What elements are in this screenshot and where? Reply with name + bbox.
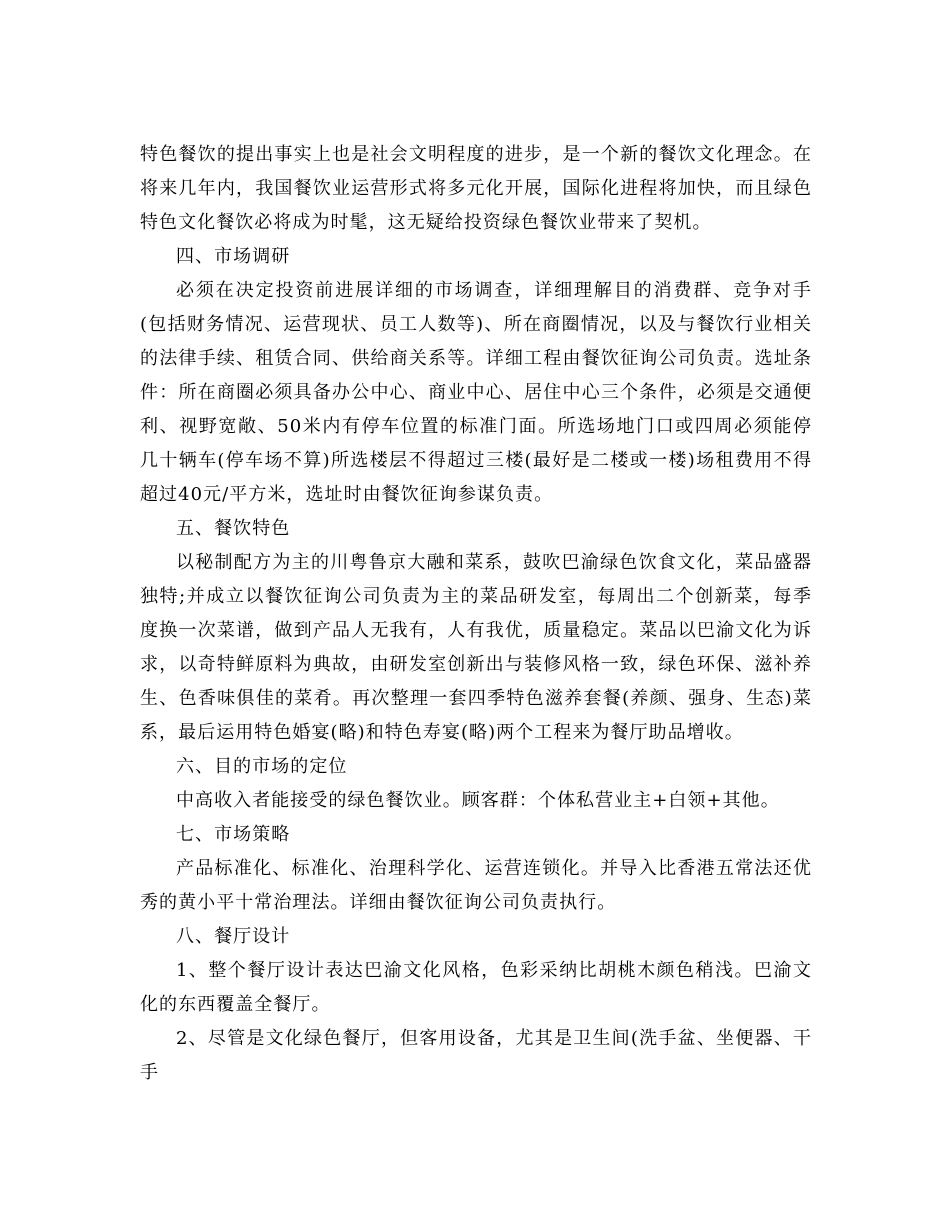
section-heading-market-research: 四、市场调研 [176,246,291,267]
catering-features-paragraph: 以秘制配方为主的川粤鲁京大融和菜系，鼓吹巴渝绿色饮食文化，菜品盛器独特;并成立以餐饮征询公司负责为主的菜品研发室，每周出二个创新菜，每季度换一次菜谱，做到产品人无我有，人有我优，质量稳定。菜品以巴渝文化为诉求，以奇特鲜原料为典故，由研发室创新出与装修风格一致，绿色环保、滋补养生、色香味俱佳的菜肴。再次整理一套四季特色滋养套餐(养颜、强身、生态)菜系，最后运用特色婚宴(略)和特色寿宴(略)两个工程来为餐厅助品增收。 [140,552,812,743]
design-item-1-paragraph: 1、整个餐厅设计表达巴渝文化风格，色彩采纳比胡桃木颜色稍浅。巴渝文化的东西覆盖全餐厅。 [140,960,812,1015]
document-page [140,138,812,1090]
section-heading-target-market: 六、目的市场的定位 [176,756,348,777]
market-strategy-paragraph: 产品标准化、标准化、治理科学化、运营连锁化。并导入比香港五常法还优秀的黄小平十常治理法。详细由餐饮征询公司负责执行。 [140,858,812,913]
design-item-2-paragraph: 2、尽管是文化绿色餐厅，但客用设备，尤其是卫生间(洗手盆、坐便器、干手 [140,1028,812,1083]
target-market-paragraph: 中高收入者能接受的绿色餐饮业。顾客群：个体私营业主+白领+其他。 [176,790,780,811]
section-heading-restaurant-design: 八、餐厅设计 [176,926,291,947]
section-heading-catering-features: 五、餐饮特色 [176,518,291,539]
section-heading-market-strategy: 七、市场策略 [176,824,291,845]
market-research-paragraph: 必须在决定投资前进展详细的市场调查，详细理解目的消费群、竞争对手(包括财务情况、运营现状、员工人数等)、所在商圈情况，以及与餐饮行业相关的法律手续、租赁合同、供给商关系等。详细工程由餐饮征询公司负责。选址条件：所在商圈必须具备办公中心、商业中心、居住中心三个条件，必须是交通便利、视野宽敞、50米内有停车位置的标准门面。所选场地门口或四周必须能停几十辆车(停车场不算)所选楼层不得超过三楼(最好是二楼或一楼)场租费用不得超过40元/平方米，选址时由餐饮征询参谋负责。 [140,280,812,505]
intro-paragraph: 特色餐饮的提出事实上也是社会文明程度的进步，是一个新的餐饮文化理念。在将来几年内，我国餐饮业运营形式将多元化开展，国际化进程将加快，而且绿色特色文化餐饮必将成为时髦，这无疑给投资绿色餐饮业带来了契机。 [140,144,812,233]
